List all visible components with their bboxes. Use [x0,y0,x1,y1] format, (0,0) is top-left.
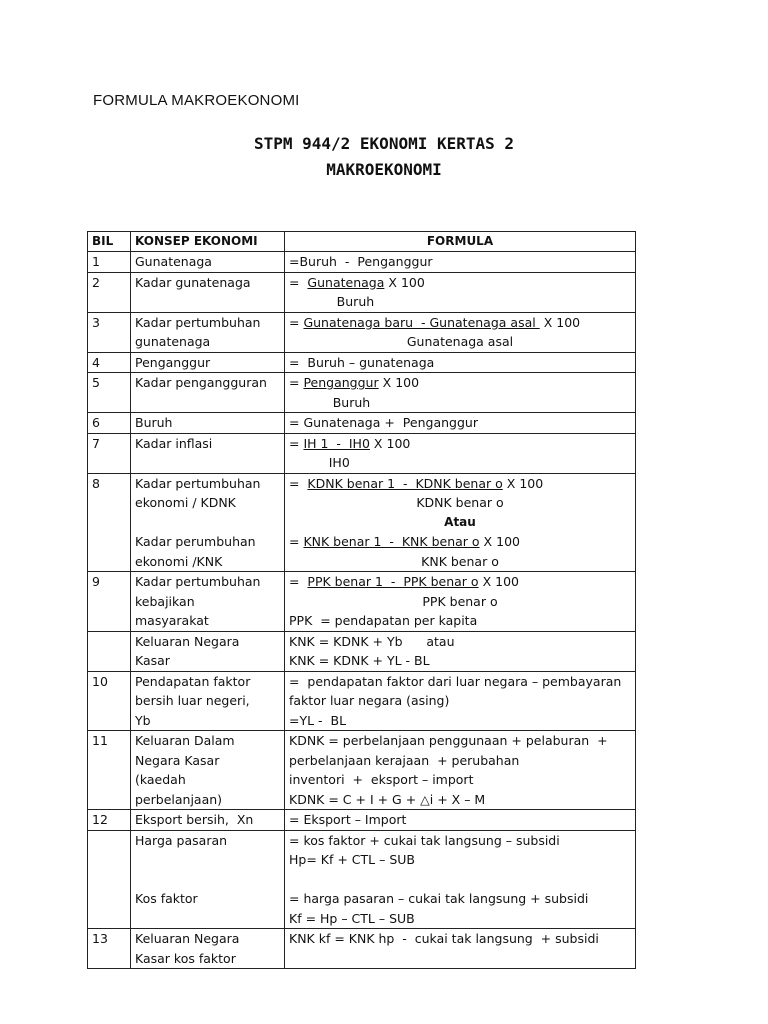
table-header-row [88,232,636,252]
formula-numerator: Gunatenaga [307,274,385,290]
konsep-line: kebajikan [135,593,195,609]
column-header-formula: FORMULA [285,232,636,252]
formula-cell [285,272,636,312]
table-row [88,731,636,810]
formula-multiplier: 100 [395,375,420,390]
formula-numerator: Gunatenaga baru - Gunatenaga asal [303,314,540,330]
formula-numerator: Penganggur [303,375,379,390]
formula-line: PPK benar o [422,593,498,609]
bil-cell: 6 [88,413,131,434]
konsep-cell [131,572,285,632]
konsep-line: Kos faktor [135,891,198,906]
formula-line: KDNK = C + I + G + △i + X – M [289,791,486,807]
konsep-cell [131,631,285,671]
formula-cell [285,810,636,831]
konsep-line: Pendapatan faktor [135,673,251,689]
formula-fraction-line [289,532,631,552]
formula-cell [285,572,636,632]
konsep-cell [131,433,285,473]
formula-prefix: = [289,375,304,390]
konsep-cell [131,272,285,312]
formula-line: inventori + eksport – import [289,772,474,787]
formula-line: KNK kf = KNK hp - cukai tak langsung + subsidi [289,931,599,946]
formula-cell [285,671,636,731]
table-row [88,572,636,632]
table-row [88,272,636,312]
konsep-line: (kaedah [135,772,186,787]
multiply-sign: X [482,574,492,589]
konsep-line: Kadar gunatenaga [135,274,251,290]
table-row [88,373,636,413]
formula-cell [285,830,636,929]
formula-cell [285,731,636,810]
bil-cell: 1 [88,252,131,273]
formula-prefix: = [289,574,308,589]
konsep-line: Kasar [135,653,170,668]
konsep-line: Kadar pertumbuhan [135,574,261,589]
formula-multiplier: 100 [496,534,520,549]
formula-line: Buruh [289,294,375,309]
page-subtitle: MAKROEKONOMI [326,160,442,179]
formula-prefix: = [289,435,304,451]
konsep-cell [131,830,285,929]
konsep-line: Gunatenaga [135,254,212,269]
bil-cell: 13 [88,929,131,969]
bil-cell: 8 [88,473,131,572]
formula-multiplier: 100 [400,274,425,290]
formula-line: IH0 [289,455,350,470]
bil-cell: 5 [88,373,131,413]
table-row [88,413,636,434]
konsep-line: Kadar pertumbuhan [135,314,261,330]
multiply-sign: X [373,435,383,451]
formula-cell [285,631,636,671]
table-row [88,473,636,572]
multiply-sign: X [388,274,397,290]
column-header-konsep: KONSEP EKONOMI [131,232,285,252]
multiply-sign: X [382,375,392,390]
bil-cell [88,631,131,671]
formula-line [289,870,631,890]
formula-fraction-line [289,434,631,454]
formula-cell [285,929,636,969]
bil-cell: 3 [88,312,131,352]
formula-fraction-line [289,373,631,393]
formula-line: KNK = KDNK + Yb atau [289,633,455,649]
konsep-line: Kadar inflasi [135,435,213,451]
formula-line: KNK = KDNK + YL - BL [289,653,430,668]
formula-prefix: = [289,274,308,290]
konsep-line: gunatenaga [135,334,211,349]
formula-line: = Buruh – gunatenaga [289,354,435,370]
formula-multiplier: 100 [519,475,544,491]
konsep-cell [131,473,285,572]
konsep-line [135,870,280,890]
table-row [88,252,636,273]
table-row [88,312,636,352]
konsep-line: Kadar perumbuhan [135,534,256,549]
table-body [88,252,636,969]
konsep-line: perbelanjaan) [135,791,223,807]
konsep-line: Kadar pertumbuhan [135,475,261,491]
konsep-line: Kasar kos faktor [135,950,236,966]
konsep-line: Yb [135,712,151,728]
formula-numerator: PPK benar 1 - PPK benar o [307,574,479,589]
formula-fraction-line [289,273,631,293]
konsep-cell [131,252,285,273]
bil-cell: 2 [88,272,131,312]
konsep-cell [131,373,285,413]
formula-line: = Eksport – Import [289,812,407,827]
formula-line: KNK benar o [421,553,499,569]
konsep-cell [131,413,285,434]
konsep-line: Keluaran Dalam [135,733,235,748]
formula-cell [285,312,636,352]
konsep-cell [131,810,285,831]
formula-multiplier: 100 [386,435,411,451]
formula-multiplier: 100 [495,574,519,589]
konsep-line: Kadar pengangguran [135,375,267,390]
formula-separator-atau: Atau [444,514,476,529]
formula-line: = pendapatan faktor dari luar negara – pembayaran [289,673,622,689]
formula-line: KDNK = perbelanjaan penggunaan + pelaburan + [289,733,608,748]
konsep-line: Eksport bersih, Xn [135,812,254,827]
formula-line: Kf = Hp – CTL – SUB [289,910,415,926]
table-row [88,810,636,831]
formula-line: Hp= Kf + CTL – SUB [289,852,415,867]
konsep-cell [131,731,285,810]
formula-line: = kos faktor + cukai tak langsung – subsidi [289,832,560,848]
bil-cell: 11 [88,731,131,810]
formula-line: KDNK benar o [416,495,504,510]
konsep-line [135,513,280,533]
table-row [88,671,636,731]
konsep-line: Penganggur [135,354,211,370]
konsep-line: ekonomi / KDNK [135,495,236,510]
formula-table [87,231,636,969]
formula-prefix: = [289,475,308,491]
bil-cell: 7 [88,433,131,473]
bil-cell: 4 [88,352,131,373]
konsep-cell [131,312,285,352]
formula-line: PPK = pendapatan per kapita [289,613,478,628]
konsep-line [135,850,280,870]
formula-cell [285,413,636,434]
table-row [88,631,636,671]
konsep-line: Keluaran Negara [135,633,240,649]
multiply-sign: X [483,534,493,549]
formula-fraction-line [289,572,631,592]
table-row [88,433,636,473]
formula-line: =YL - BL [289,712,347,728]
konsep-line: Keluaran Negara [135,931,240,946]
formula-cell [285,373,636,413]
table-row [88,929,636,969]
formula-multiplier: 100 [556,314,581,330]
konsep-cell [131,671,285,731]
formula-line: Buruh [289,394,371,410]
formula-line: = harga pasaran – cukai tak langsung + subsidi [289,891,589,906]
multiply-sign: X [543,314,553,330]
formula-numerator: KDNK benar 1 - KDNK benar o [307,475,503,491]
konsep-line: bersih luar negeri, [135,693,250,708]
bil-cell: 12 [88,810,131,831]
formula-prefix: = [289,534,304,549]
konsep-line: ekonomi /KNK [135,553,223,569]
konsep-cell [131,929,285,969]
konsep-line: Harga pasaran [135,832,228,848]
konsep-line: Buruh [135,415,173,430]
formula-fraction-line [289,474,631,494]
page-title: STPM 944/2 EKONOMI KERTAS 2 [253,134,515,153]
konsep-line: masyarakat [135,613,209,628]
formula-line: =Buruh - Penganggur [289,254,433,269]
formula-numerator: KNK benar 1 - KNK benar o [303,534,480,549]
multiply-sign: X [506,475,516,491]
formula-prefix: = [289,314,304,330]
table-row [88,352,636,373]
formula-line: Gunatenaga asal [406,334,514,349]
formula-cell [285,433,636,473]
bil-cell [88,830,131,929]
bil-cell: 9 [88,572,131,632]
formula-cell [285,473,636,572]
formula-cell [285,252,636,273]
konsep-cell [131,352,285,373]
formula-cell [285,352,636,373]
column-header-bil: BIL [88,232,131,252]
formula-numerator: IH 1 - IH0 [303,435,370,451]
formula-line: = Gunatenaga + Penganggur [289,415,478,430]
formula-fraction-line [289,313,631,333]
formula-line: faktor luar negara (asing) [289,693,450,708]
table-row [88,830,636,929]
document-heading: FORMULA MAKROEKONOMI [93,92,300,109]
konsep-line: Negara Kasar [135,752,220,768]
formula-line: perbelanjaan kerajaan + perubahan [289,752,520,768]
bil-cell: 10 [88,671,131,731]
